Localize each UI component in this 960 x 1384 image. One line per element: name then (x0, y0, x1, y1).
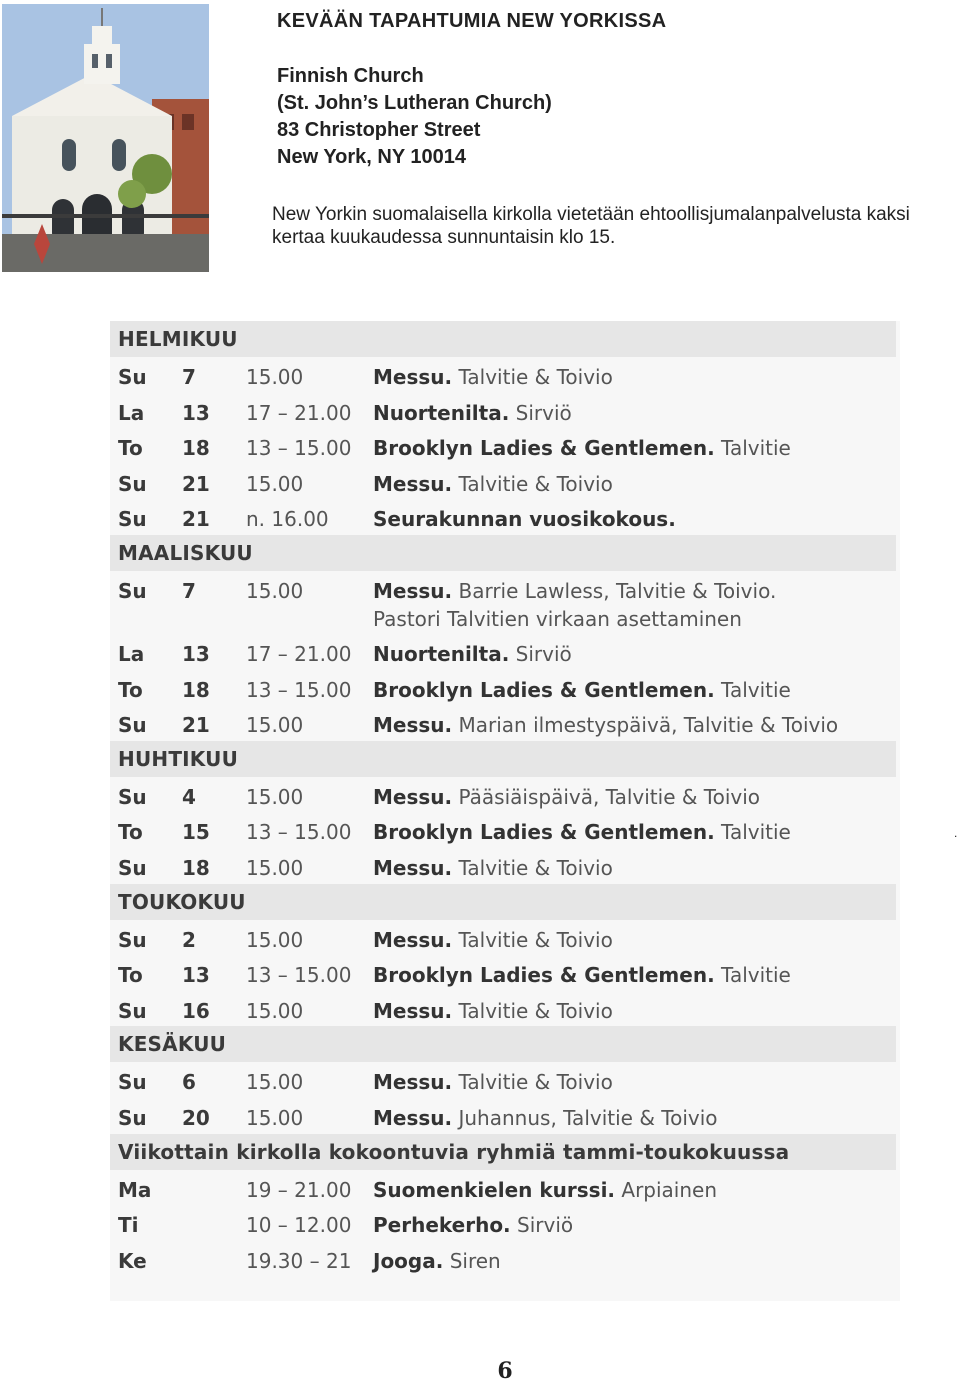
event-detail: Talvitie & Toivio (458, 855, 613, 880)
event-schedule (110, 321, 900, 1301)
event-detail: Arpiainen (621, 1177, 718, 1202)
date: 18 (182, 436, 210, 461)
weekday: Ti (118, 1213, 139, 1238)
time: 15.00 (246, 855, 304, 880)
schedule-row (110, 1170, 900, 1206)
time: 15.00 (246, 784, 304, 809)
date: 15 (182, 820, 210, 845)
event (373, 785, 760, 809)
schedule-row (110, 634, 900, 670)
event-detail: Siren (449, 1248, 501, 1273)
time: 15.00 (246, 927, 304, 952)
date: 4 (182, 784, 196, 809)
date: 13 (182, 400, 210, 425)
schedule-row (110, 991, 900, 1027)
schedule-row (110, 499, 900, 535)
event (373, 999, 613, 1023)
month-header: TOUKOKUU (110, 884, 896, 920)
schedule-row (110, 1241, 900, 1277)
time: 10 – 12.00 (246, 1213, 352, 1238)
time: 13 – 15.00 (246, 436, 352, 461)
month-header: KESÄKUU (110, 1026, 896, 1062)
schedule-row (110, 812, 900, 848)
event-detail: Talvitie & Toivio (458, 1070, 613, 1095)
schedule-row (110, 464, 900, 500)
event-title: Suomenkielen kurssi. (373, 1177, 616, 1202)
event (373, 928, 613, 952)
time: 15.00 (246, 578, 304, 603)
page-title: KEVÄÄN TAPAHTUMIA NEW YORKISSA (277, 10, 667, 32)
event-detail: Talvitie & Toivio (458, 927, 613, 952)
date: 21 (182, 471, 210, 496)
time: 17 – 21.00 (246, 400, 352, 425)
weekday: Su (118, 365, 147, 389)
schedule-row (110, 357, 900, 393)
address-line: New York, NY 10014 (277, 146, 467, 168)
event-title: Messu. (373, 1105, 453, 1130)
schedule-row (110, 393, 900, 429)
event-detail: Talvitie & Toivio (458, 365, 613, 389)
month-header: MAALISKUU (110, 535, 896, 571)
church-photo (2, 4, 209, 272)
schedule-row (110, 670, 900, 706)
event-title: Messu. (373, 1070, 453, 1095)
date: 13 (182, 963, 210, 988)
event-detail: Talvitie (721, 677, 791, 702)
event-detail: Barrie Lawless, Talvitie & Toivio. (458, 578, 777, 603)
schedule-row (110, 1062, 900, 1098)
event-title: Messu. (373, 713, 453, 738)
schedule-row (110, 920, 900, 956)
month-header: HELMIKUU (110, 321, 896, 357)
time: 15.00 (246, 471, 304, 496)
time: n. 16.00 (246, 507, 329, 532)
weekday: To (118, 677, 143, 702)
event (373, 401, 572, 425)
event (373, 856, 613, 880)
month-header: HUHTIKUU (110, 741, 896, 777)
event (373, 1213, 573, 1237)
weekday: Su (118, 578, 147, 603)
address-line: 83 Christopher Street (277, 119, 481, 141)
event-detail: Sirviö (515, 400, 572, 425)
date: 16 (182, 998, 210, 1023)
address-line: (St. John’s Lutheran Church) (277, 92, 552, 114)
time: 15.00 (246, 365, 304, 389)
event (373, 436, 791, 460)
weekday: Su (118, 1105, 147, 1130)
event-detail: Sirviö (515, 641, 572, 666)
date: 21 (182, 507, 210, 532)
date: 6 (182, 1070, 196, 1095)
weekday: La (118, 641, 145, 666)
event (373, 472, 613, 496)
event-detail: Marian ilmestyspäivä, Talvitie & Toivio (458, 713, 839, 738)
event (373, 579, 776, 631)
time: 15.00 (246, 998, 304, 1023)
event-title: Messu. (373, 784, 453, 809)
church-address (277, 63, 552, 171)
event (373, 507, 676, 531)
event-detail: Talvitie (721, 820, 791, 845)
time: 15.00 (246, 713, 304, 738)
event (373, 1070, 613, 1094)
weekday: Ke (118, 1248, 147, 1273)
event-title: Messu. (373, 365, 453, 389)
event-title: Jooga. (373, 1248, 444, 1273)
weekday: Su (118, 998, 147, 1023)
event-title: Seurakunnan vuosikokous. (373, 507, 676, 532)
schedule-row (110, 705, 900, 741)
event-detail: Talvitie & Toivio (458, 471, 613, 496)
weekday: To (118, 820, 143, 845)
weekday: Su (118, 507, 147, 532)
intro-text: New Yorkin suomalaisella kirkolla vietetään ehtoollisjumalanpalvelusta kaksi kertaa kuukaudessa sunnuntaisin klo 15. (272, 204, 910, 248)
event (373, 678, 791, 702)
date: 18 (182, 855, 210, 880)
date: 13 (182, 641, 210, 666)
event-title: Nuortenilta. (373, 641, 510, 666)
weekday: Su (118, 471, 147, 496)
weekday: Su (118, 784, 147, 809)
event (373, 820, 791, 844)
event-title: Messu. (373, 927, 453, 952)
date: 20 (182, 1105, 210, 1130)
event-title: Messu. (373, 578, 453, 603)
date: 18 (182, 677, 210, 702)
event-detail: Talvitie & Toivio (458, 998, 613, 1023)
event-title: Perhekerho. (373, 1213, 511, 1238)
page-number: 6 (497, 1358, 513, 1384)
event (373, 1178, 717, 1202)
event (373, 365, 613, 389)
date: 2 (182, 927, 196, 952)
address-line: Finnish Church (277, 65, 424, 87)
month-header: Viikottain kirkolla kokoontuvia ryhmiä tammi-toukokuussa (110, 1134, 896, 1170)
weekday: Su (118, 855, 147, 880)
weekday: Su (118, 1070, 147, 1095)
weekday: Ma (118, 1177, 152, 1202)
time: 13 – 15.00 (246, 677, 352, 702)
event-detail: Sirviö (517, 1213, 574, 1238)
event-title: Nuortenilta. (373, 400, 510, 425)
schedule-row (110, 1205, 900, 1241)
schedule-row (110, 955, 900, 991)
weekday: La (118, 400, 145, 425)
event-title: Brooklyn Ladies & Gentlemen. (373, 820, 715, 845)
schedule-row (110, 571, 900, 634)
weekday: To (118, 963, 143, 988)
event-title: Messu. (373, 471, 453, 496)
event-title: Brooklyn Ladies & Gentlemen. (373, 436, 715, 461)
event-detail-line2: Pastori Talvitien virkaan asettaminen (373, 606, 742, 631)
event (373, 642, 572, 666)
schedule-row (110, 1098, 900, 1134)
time: 15.00 (246, 1105, 304, 1130)
time: 15.00 (246, 1070, 304, 1095)
event-detail: Talvitie (721, 963, 791, 988)
event-title: Messu. (373, 998, 453, 1023)
event (373, 713, 838, 737)
date: 21 (182, 713, 210, 738)
time: 13 – 15.00 (246, 963, 352, 988)
time: 19 – 21.00 (246, 1177, 352, 1202)
event-title: Brooklyn Ladies & Gentlemen. (373, 963, 715, 988)
stray-mark: . (954, 826, 958, 840)
schedule-row (110, 848, 900, 884)
event-title: Messu. (373, 855, 453, 880)
weekday: Su (118, 713, 147, 738)
event-detail: Pääsiäispäivä, Talvitie & Toivio (458, 784, 761, 809)
date: 7 (182, 578, 196, 603)
event-title: Brooklyn Ladies & Gentlemen. (373, 677, 715, 702)
date: 7 (182, 365, 196, 389)
time: 19.30 – 21 (246, 1248, 352, 1273)
time: 13 – 15.00 (246, 820, 352, 845)
event (373, 1249, 501, 1273)
schedule-row (110, 777, 900, 813)
event (373, 1106, 718, 1130)
event-detail: Juhannus, Talvitie & Toivio (458, 1105, 718, 1130)
weekday: To (118, 436, 143, 461)
weekday: Su (118, 927, 147, 952)
schedule-row (110, 428, 900, 464)
time: 17 – 21.00 (246, 641, 352, 666)
event-detail: Talvitie (721, 436, 791, 461)
event (373, 963, 791, 987)
